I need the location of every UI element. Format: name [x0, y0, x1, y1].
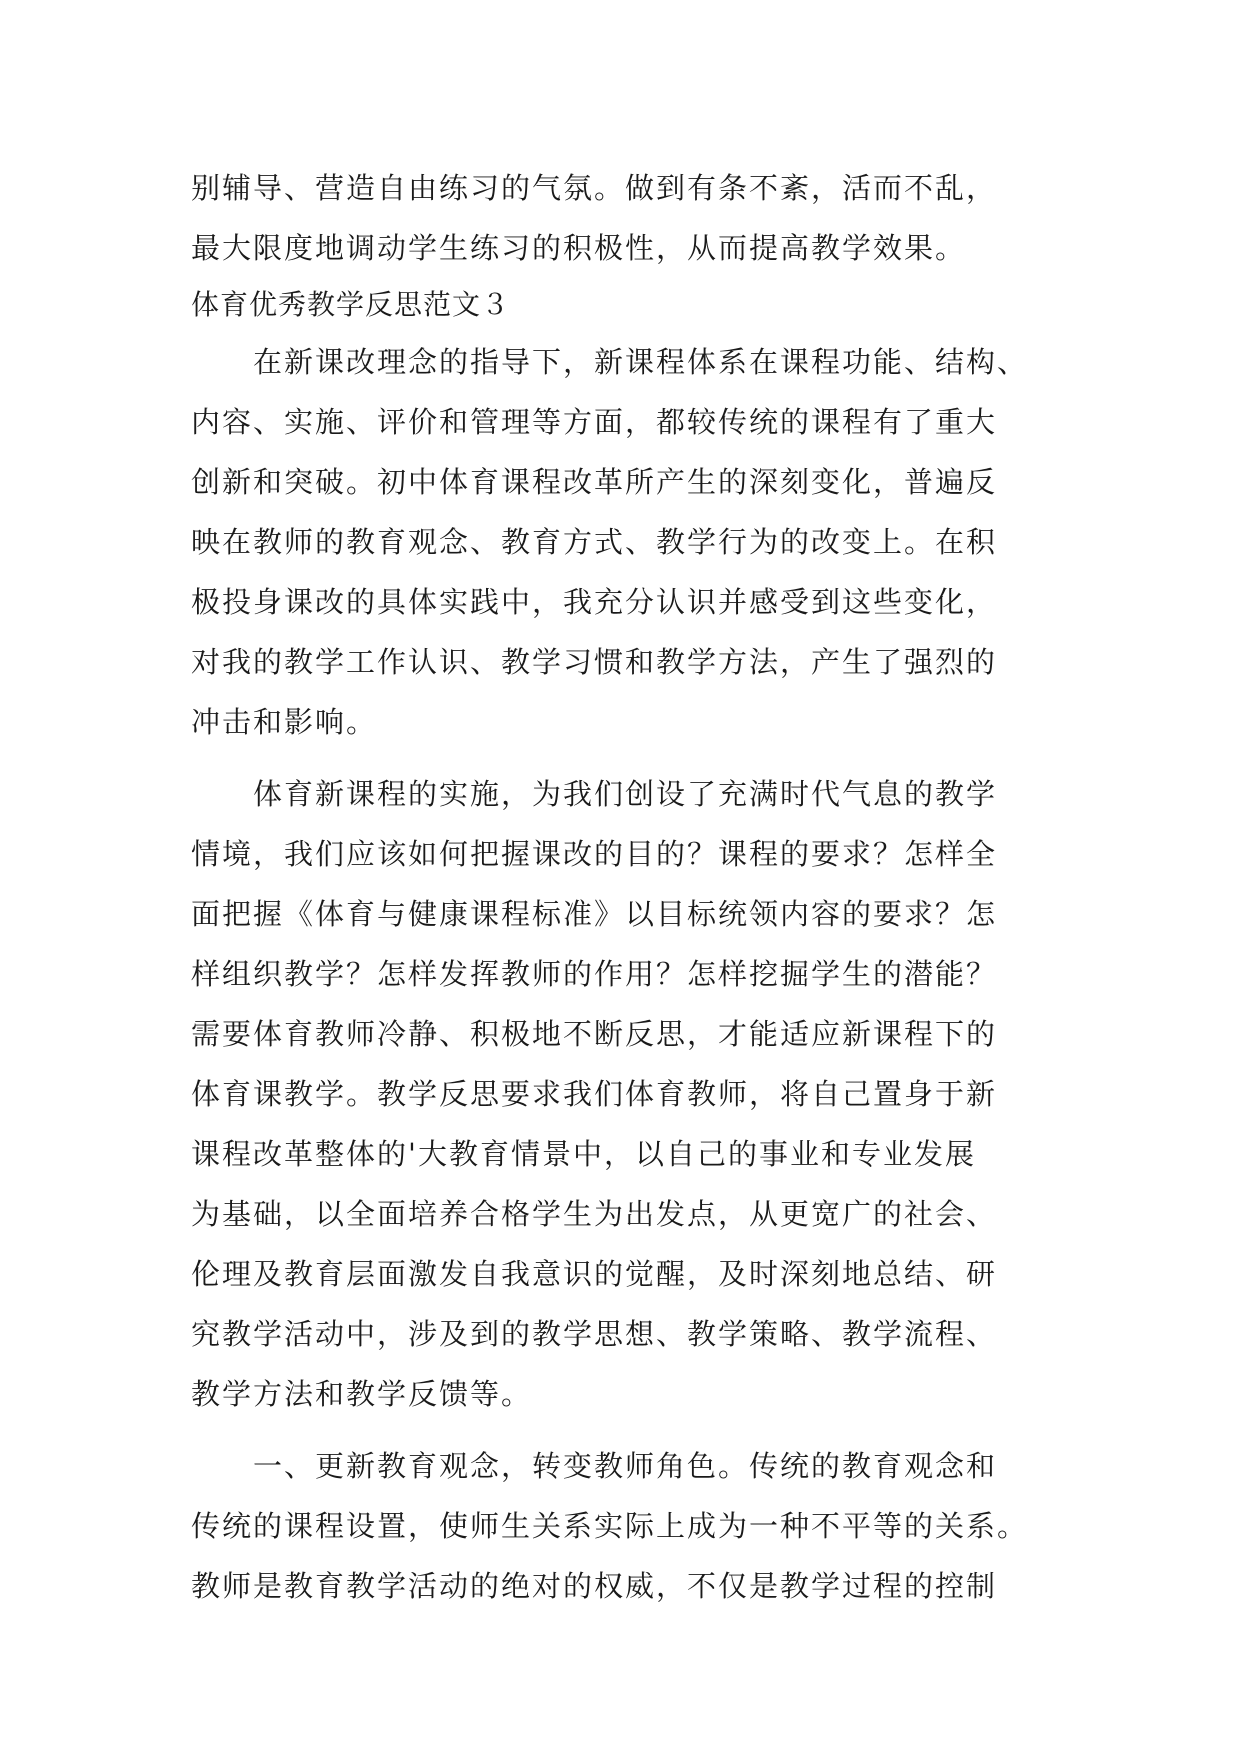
text-line: 创新和突破。初中体育课程改革所产生的深刻变化，普遍反: [191, 465, 998, 499]
text-line: 伦理及教育层面激发自我意识的觉醒，及时深刻地总结、研: [191, 1257, 998, 1291]
previous-paragraph: [191, 158, 1071, 278]
text-line: 究教学活动中，涉及到的教学思想、教学策略、教学流程、: [191, 1317, 998, 1351]
text-line: 课程改革整体的'大教育情景中，以自己的事业和专业发展: [191, 1137, 976, 1171]
section-title: 体育优秀教学反思范文３: [191, 288, 511, 321]
paragraph-gap: [191, 1424, 1071, 1436]
text-line: 面把握《体育与健康课程标准》以目标统领内容的要求？怎: [191, 897, 998, 931]
text-line: 传统的课程设置，使师生关系实际上成为一种不平等的关系。: [191, 1509, 1029, 1543]
text-line: 教师是教育教学活动的绝对的权威，不仅是教学过程的控制: [191, 1569, 998, 1603]
paragraph-1: [191, 332, 1071, 752]
text-line: 情境，我们应该如何把握课改的目的？课程的要求？怎样全: [191, 837, 998, 871]
text-line: 映在教师的教育观念、教育方式、教学行为的改变上。在积: [191, 525, 998, 559]
text-line: 教学方法和教学反馈等。: [191, 1377, 533, 1411]
text-line: 样组织教学？怎样发挥教师的作用？怎样挖掘学生的潜能？: [191, 957, 998, 991]
text-line: 在新课改理念的指导下，新课程体系在课程功能、结构、: [253, 345, 1029, 379]
text-line: 体育课教学。教学反思要求我们体育教师，将自己置身于新: [191, 1077, 998, 1111]
text-line: 冲击和影响。: [191, 705, 378, 739]
text-line: 最大限度地调动学生练习的积极性，从而提高教学效果。: [191, 231, 967, 265]
text-line: 内容、实施、评价和管理等方面，都较传统的课程有了重大: [191, 405, 998, 439]
text-line: 需要体育教师冷静、积极地不断反思，才能适应新课程下的: [191, 1017, 998, 1051]
text-line: 极投身课改的具体实践中，我充分认识并感受到这些变化，: [191, 585, 998, 619]
text-line: 对我的教学工作认识、教学习惯和教学方法，产生了强烈的: [191, 645, 998, 679]
paragraph-gap: [191, 752, 1071, 764]
text-line: 为基础，以全面培养合格学生为出发点，从更宽广的社会、: [191, 1197, 998, 1231]
text-line: 一、更新教育观念，转变教师角色。传统的教育观念和: [253, 1449, 998, 1483]
text-line: 别辅导、营造自由练习的气氛。做到有条不紊，活而不乱，: [191, 171, 998, 205]
document-body: [191, 158, 1071, 1616]
text-line: 体育新课程的实施，为我们创设了充满时代气息的教学: [253, 777, 998, 811]
paragraph-3: [191, 1436, 1071, 1616]
paragraph-2: [191, 764, 1071, 1424]
